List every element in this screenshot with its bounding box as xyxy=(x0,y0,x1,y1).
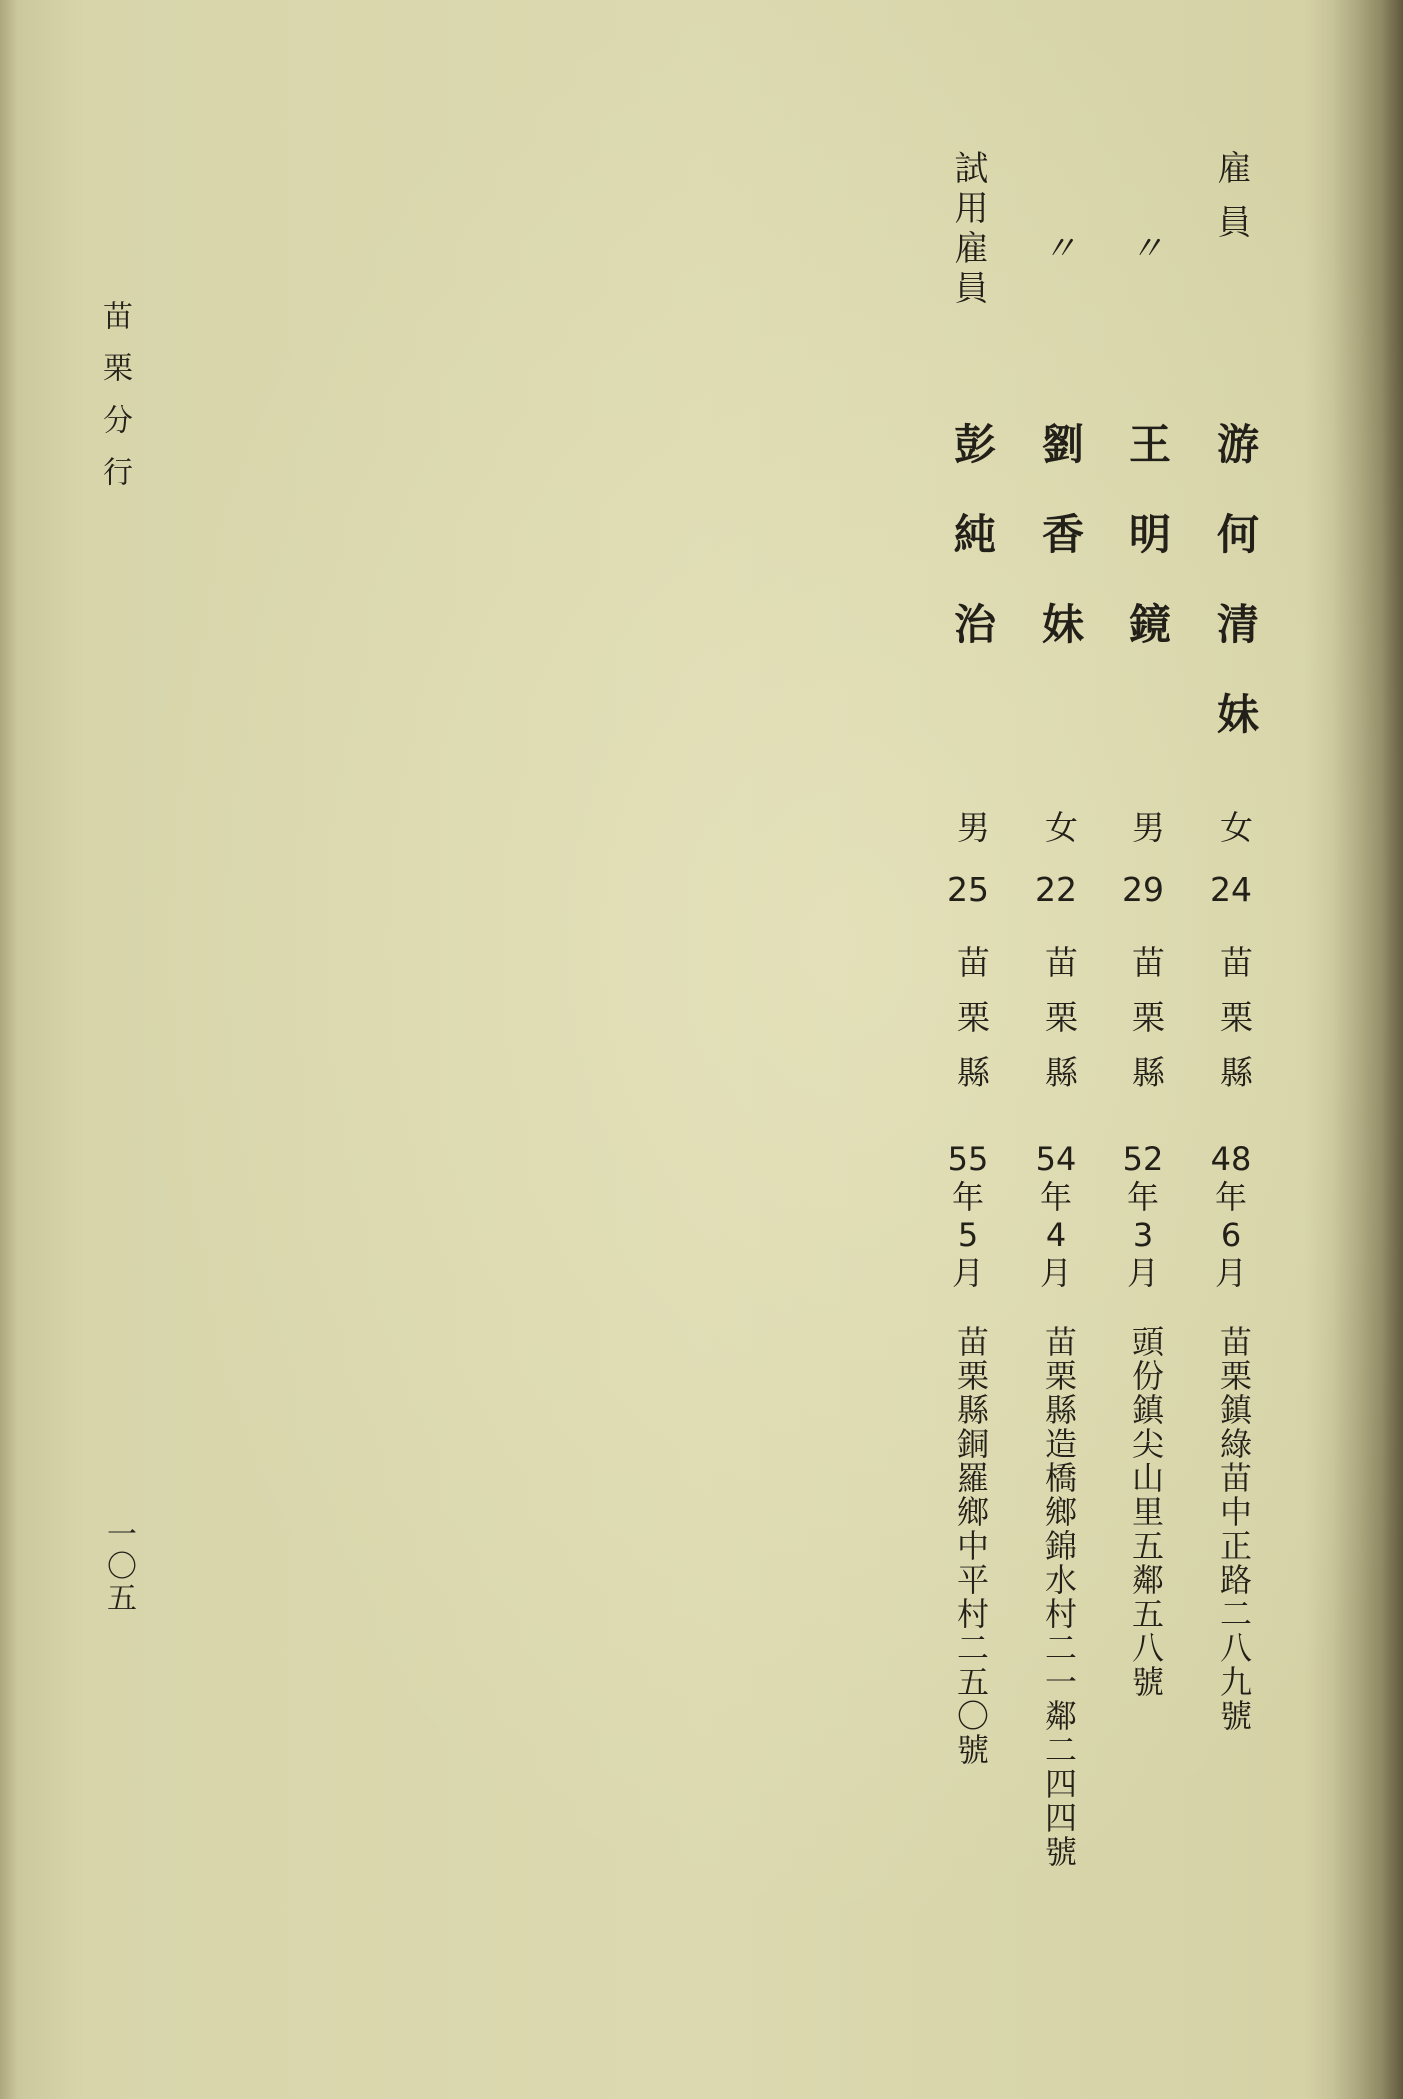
record-age: 25 xyxy=(947,870,989,909)
record-origin: 苗栗縣 xyxy=(1127,945,1166,1110)
page-left-edge xyxy=(0,0,18,2099)
page-number: 一〇五 xyxy=(101,1518,136,1614)
date-year: 55 xyxy=(947,1140,989,1178)
record-name: 彭純治 xyxy=(948,422,997,692)
date-year-label: 年 xyxy=(951,1178,984,1216)
record-sex: 女 xyxy=(1040,810,1079,843)
date-month: 6 xyxy=(1220,1216,1242,1254)
record-date xyxy=(1111,1140,1175,1292)
date-month: 5 xyxy=(957,1216,979,1254)
date-month-label: 月 xyxy=(951,1254,984,1292)
date-year-label: 年 xyxy=(1039,1178,1072,1216)
record-name: 劉香妹 xyxy=(1036,422,1085,692)
running-header: 苗栗分行 xyxy=(97,300,132,508)
staff-record xyxy=(922,150,1012,1950)
date-year: 52 xyxy=(1122,1140,1164,1178)
record-title: 〃 xyxy=(1036,230,1076,258)
date-month: 3 xyxy=(1132,1216,1154,1254)
date-month: 4 xyxy=(1045,1216,1067,1254)
record-age: 24 xyxy=(1210,870,1252,909)
record-origin: 苗栗縣 xyxy=(1215,945,1254,1110)
record-name: 王明鏡 xyxy=(1123,422,1172,692)
date-month-label: 月 xyxy=(1126,1254,1159,1292)
record-name: 游何清妹 xyxy=(1211,422,1260,782)
record-sex: 女 xyxy=(1215,810,1254,843)
record-address: 苗栗鎮綠苗中正路二八九號 xyxy=(1215,1325,1253,1733)
record-address: 苗栗縣造橋鄉錦水村二一鄰二四四號 xyxy=(1040,1325,1078,1869)
record-age: 29 xyxy=(1122,870,1164,909)
record-title: 雇員 xyxy=(1211,150,1251,258)
record-title: 〃 xyxy=(1123,230,1163,258)
date-year-label: 年 xyxy=(1214,1178,1247,1216)
record-date xyxy=(1199,1140,1263,1292)
record-sex: 男 xyxy=(952,810,991,843)
date-year: 48 xyxy=(1210,1140,1252,1178)
date-month-label: 月 xyxy=(1039,1254,1072,1292)
record-address: 頭份鎮尖山里五鄰五八號 xyxy=(1127,1325,1165,1699)
record-origin: 苗栗縣 xyxy=(952,945,991,1110)
record-age: 22 xyxy=(1035,870,1077,909)
staff-record xyxy=(1185,150,1275,1950)
date-year: 54 xyxy=(1035,1140,1077,1178)
record-date xyxy=(1024,1140,1088,1292)
staff-record xyxy=(1097,150,1187,1950)
record-title: 試用雇員 xyxy=(948,150,988,310)
date-year-label: 年 xyxy=(1126,1178,1159,1216)
date-month-label: 月 xyxy=(1214,1254,1247,1292)
record-sex: 男 xyxy=(1127,810,1166,843)
book-spine-shadow xyxy=(1333,0,1403,2099)
record-address: 苗栗縣銅羅鄉中平村二五〇號 xyxy=(952,1325,990,1767)
record-origin: 苗栗縣 xyxy=(1040,945,1079,1110)
record-date xyxy=(936,1140,1000,1292)
staff-record xyxy=(1010,150,1100,1950)
